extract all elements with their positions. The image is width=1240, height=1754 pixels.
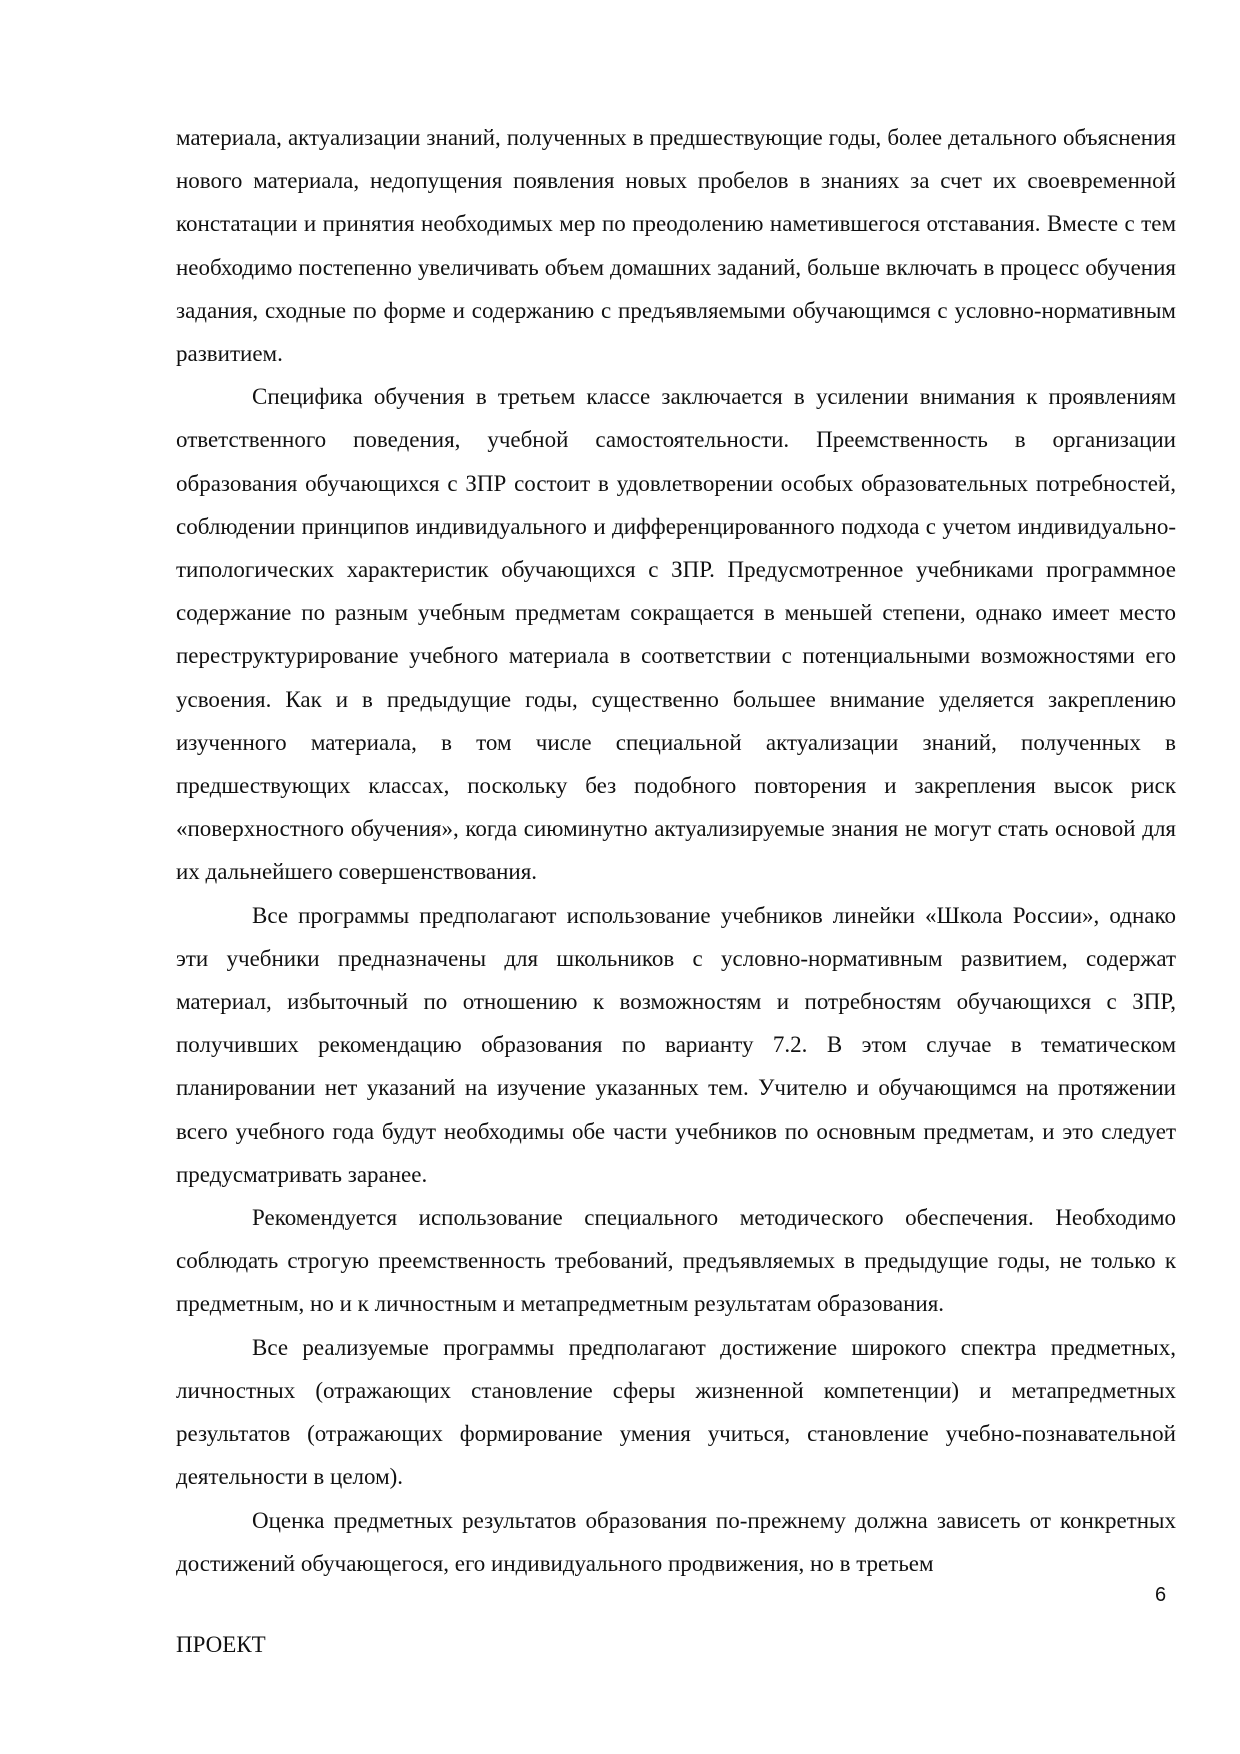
paragraph-continuation: материала, актуализации знаний, полученных в предшествующие годы, более детального объяснения нового материала, недопущения появления новых пробелов в знаниях за счет их своевременной констатации и принятия необходимых мер по преодолению наметившегося отставания. Вместе с тем необходимо постепенно увеличивать объем домашних заданий, больше включать в процесс обучения задания, сходные по форме и содержанию с предъявляемыми обучающимся с условно-нормативным развитием. — [176, 125, 1176, 367]
footer-label: ПРОЕКТ — [176, 1632, 266, 1657]
document-body — [176, 116, 1176, 1585]
page-number: 6 — [1155, 1584, 1167, 1606]
paragraph-assessment: Оценка предметных результатов образования по-прежнему должна зависеть от конкретных достижений обучающегося, его индивидуального продвижения, но в третьем — [176, 1507, 1176, 1576]
paragraph-third-grade-specifics: Специфика обучения в третьем классе заключается в усилении внимания к проявлениям ответственного поведения, учебной самостоятельности. Преемственность в организации образования обучающихся с ЗПР состоит в удовлетворении особых образовательных потребностей, соблюдении принципов индивидуального и дифференцированного подхода с учетом индивидуально-типологических характеристик обучающихся с ЗПР. Предусмотренное учебниками программное содержание по разным учебным предметам сокращается в меньшей степени, однако имеет место переструктурирование учебного материала в соответствии с потенциальными возможностями его усвоения. Как и в предыдущие годы, существенно большее внимание уделяется закреплению изученного материала, в том числе специальной актуализации знаний, полученных в предшествующих классах, поскольку без подобного повторения и закрепления высок риск «поверхностного обучения», когда сиюминутно актуализируемые знания не могут стать основой для их дальнейшего совершенствования. — [176, 384, 1176, 885]
paragraph-methodical-support: Рекомендуется использование специального методического обеспечения. Необходимо соблюдать строгую преемственность требований, предъявляемых в предыдущие годы, не только к предметным, но и к личностным и метапредметным результатам образования. — [176, 1205, 1176, 1317]
paragraph-textbooks: Все программы предполагают использование учебников линейки «Школа России», однако эти учебники предназначены для школьников с условно-нормативным развитием, содержат материал, избыточный по отношению к возможностям и потребностям обучающихся с ЗПР, получивших рекомендацию образования по варианту 7.2. В этом случае в тематическом планировании нет указаний на изучение указанных тем. Учителю и обучающимся на протяжении всего учебного года будут необходимы обе части учебников по основным предметам, и это следует предусматривать заранее. — [176, 902, 1176, 1187]
paragraph-results: Все реализуемые программы предполагают достижение широкого спектра предметных, личностных (отражающих становление сферы жизненной компетенции) и метапредметных результатов (отражающих формирование умения учиться, становление учебно-познавательной деятельности в целом). — [176, 1334, 1176, 1490]
